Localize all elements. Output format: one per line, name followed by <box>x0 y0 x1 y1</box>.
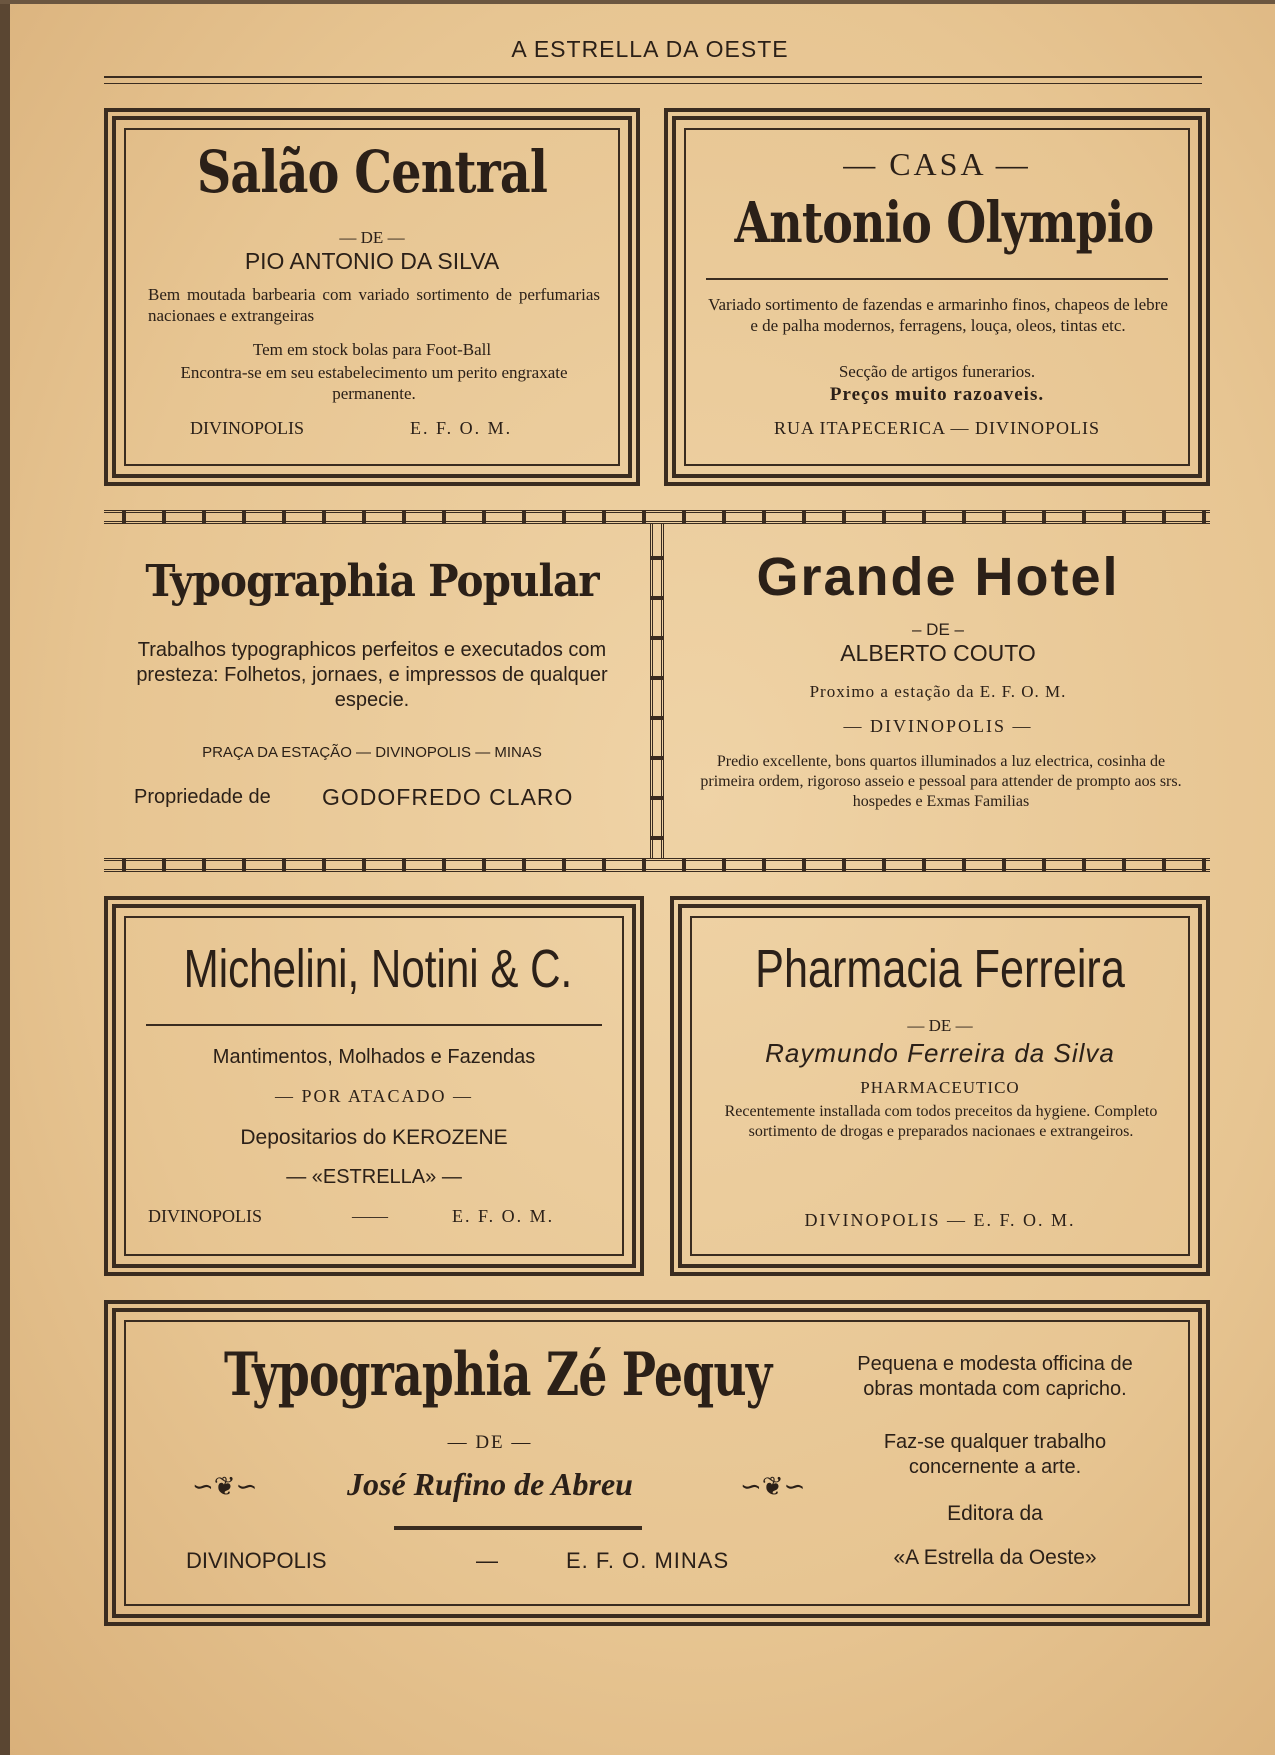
salao-description: Bem moutada barbearia com variado sortimento de perfumarias nacionaes e extrangeiras <box>148 285 600 325</box>
michelini-divider <box>146 1024 602 1026</box>
michelini-estrella: — «ESTRELLA» — <box>286 1166 462 1188</box>
flourish-right: ∽❦∽ <box>740 1472 806 1501</box>
michelini-city: DIVINOPOLIS <box>148 1206 262 1226</box>
hotel-de: – DE – <box>912 620 964 639</box>
ze-pequy-owner: José Rufino de Abreu <box>347 1466 633 1502</box>
salao-city: DIVINOPOLIS <box>190 418 304 438</box>
michelini-line1: Mantimentos, Molhados e Fazendas <box>212 1046 536 1068</box>
header-rule <box>104 76 1202 78</box>
ze-pequy-side-text-1: Pequena e modesta officina de obras montada com capricho. <box>857 1353 1133 1400</box>
michelini-title: Michelini, Notini & C. <box>183 939 573 999</box>
ze-pequy-side-text-2: Faz-se qualquer trabalho concernente a arte. <box>883 1431 1107 1478</box>
salao-engraxate: Encontra-se em seu estabelecimento um perito engraxate permanente. <box>180 363 568 403</box>
michelini-atacado: — POR ATACADO — <box>274 1086 474 1106</box>
olympio-description: Variado sortimento de fazendas e armarinho finos, chapeos de lebre e de palha modernos, ferragens, louça, oleos, tintas etc. <box>708 295 1168 335</box>
ze-pequy-dash: — <box>476 1548 498 1573</box>
olympio-divider <box>706 278 1168 280</box>
ze-pequy-estrella: «A Estrella da Oeste» <box>893 1546 1097 1569</box>
ornamental-divider-vertical <box>650 524 664 858</box>
page-edge <box>0 0 10 1755</box>
antonio-olympio-title: Antonio Olympio <box>734 190 1154 256</box>
pharmacia-footer: DIVINOPOLIS — E. F. O. M. <box>804 1210 1076 1230</box>
popular-owner: GODOFREDO CLARO <box>322 784 574 810</box>
casa-kicker: — CASA — <box>843 146 1031 182</box>
ornamental-rule-top <box>104 510 1210 524</box>
salao-central-title: Salão Central <box>196 138 548 206</box>
grande-hotel-title: Grande Hotel <box>756 547 1120 607</box>
salao-railway: E. F. O. M. <box>410 418 513 438</box>
salao-football: Tem em stock bolas para Foot-Ball <box>252 340 492 359</box>
page-edge-top <box>0 0 1275 4</box>
hotel-owner: ALBERTO COUTO <box>840 640 1036 666</box>
olympio-prices: Preços muito razoaveis. <box>829 384 1045 405</box>
hotel-near: Proximo a estação da E. F. O. M. <box>809 682 1067 701</box>
ze-pequy-title: Typographia Zé Pequy <box>224 1340 772 1410</box>
pharmacia-owner: Raymundo Ferreira da Silva <box>765 1038 1115 1068</box>
pharmacia-description: Recentemente installada com todos preceitos da hygiene. Completo sortimento de drogas e preparados nacionaes e extrangeiros. <box>724 1103 1158 1140</box>
michelini-railway: E. F. O. M. <box>452 1206 555 1226</box>
hotel-description: Predio excellente, bons quartos illuminados a luz electrica, cosinha de primeira ordem, rigoroso asseio e pessoal para attender de prompto aos srs. hospedes e Exmas Familias <box>700 753 1182 810</box>
ze-pequy-divider <box>394 1526 642 1530</box>
olympio-address: RUA ITAPECERICA — DIVINOPOLIS <box>773 418 1101 438</box>
pharmacia-title: Pharmacia Ferreira <box>755 939 1125 999</box>
michelini-depositarios: Depositarios do KEROZENE <box>240 1126 508 1149</box>
ze-pequy-editora: Editora da <box>947 1502 1043 1525</box>
salao-de: — DE — <box>339 228 405 247</box>
popular-address: PRAÇA DA ESTAÇÃO — DIVINOPOLIS — MINAS <box>202 744 542 761</box>
pharmacia-de: — DE — <box>907 1016 973 1035</box>
typographia-popular-title: Typographia Popular <box>145 556 599 607</box>
popular-owner-prefix: Propriedade de <box>134 786 271 808</box>
ze-pequy-city: DIVINOPOLIS <box>186 1548 327 1573</box>
salao-owner: PIO ANTONIO DA SILVA <box>244 248 500 274</box>
pharmacia-role: PHARMACEUTICO <box>860 1078 1020 1097</box>
olympio-funerarios: Secção de artigos funerarios. <box>838 362 1036 381</box>
ornamental-rule-bottom <box>104 858 1210 872</box>
header-rule-thin <box>104 83 1202 84</box>
ze-pequy-railway: E. F. O. MINAS <box>566 1548 730 1573</box>
flourish-left: ∽❦∽ <box>192 1472 258 1501</box>
michelini-dash: —— <box>352 1206 388 1226</box>
hotel-city: — DIVINOPOLIS — <box>843 716 1033 736</box>
running-header: A ESTRELLA DA OESTE <box>511 36 789 62</box>
ze-pequy-de: — DE — <box>447 1432 533 1453</box>
popular-description: Trabalhos typographicos perfeitos e executados com presteza: Folhetos, jornaes, e impressos de qualquer especie. <box>136 639 608 711</box>
